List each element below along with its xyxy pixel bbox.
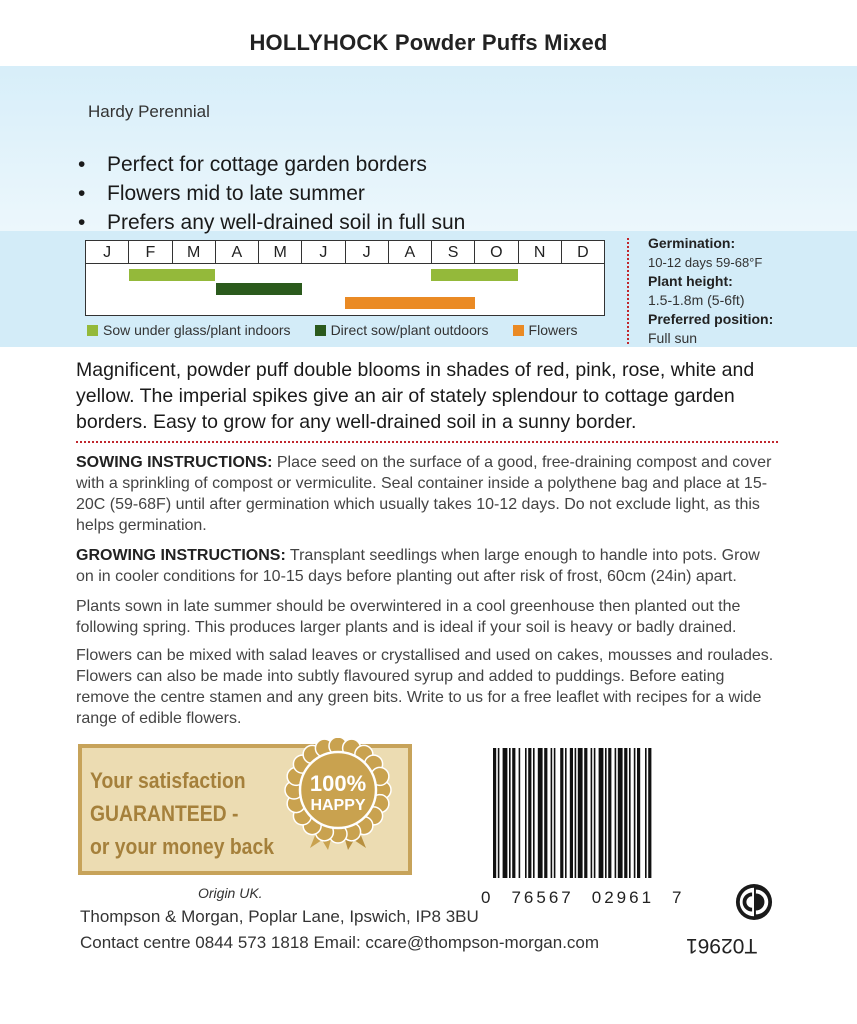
legend-swatch xyxy=(513,325,524,336)
position-label: Preferred position: xyxy=(648,311,774,327)
growing-instructions xyxy=(76,545,781,587)
product-code: T02961 xyxy=(686,934,758,957)
feature-item: • Prefers any well-drained soil in full sun xyxy=(78,208,465,237)
calendar-months xyxy=(86,241,604,264)
guarantee-line: Your satisfaction xyxy=(90,768,246,793)
legend-item xyxy=(513,322,578,338)
month-cell: J xyxy=(345,241,388,263)
barcode-digit-group: 7 xyxy=(672,888,685,907)
growing-heading: GROWING INSTRUCTIONS: xyxy=(76,547,286,564)
legend-swatch xyxy=(315,325,326,336)
month-cell: A xyxy=(215,241,258,263)
month-cell: M xyxy=(172,241,215,263)
month-cell: S xyxy=(431,241,474,263)
calendar-bar-sow_indoors xyxy=(129,269,215,281)
guarantee-text xyxy=(90,764,274,863)
month-cell: N xyxy=(518,241,561,263)
month-cell: D xyxy=(561,241,604,263)
description: Magnificent, powder puff double blooms in shades of red, pink, rose, white and yellow. The imperial spikes give an air of stately splendour to cottage garden borders. Easy to grow for any well-drained soil in a sunny border. xyxy=(76,359,755,433)
edible-paragraph: Flowers can be mixed with salad leaves or crystallised and used on cakes, mousses and roulades. Flowers can also be made into subtly flavoured syrup and added to puddings. Before eating remove the centre stamen and any green bits. Write to us for a free leaflet with recipes for a wide range of edible flowers. xyxy=(76,647,774,727)
growing-text: Transplant seedlings when large enough to handle into pots. Grow on in cooler conditions for 10-15 days before planting out after risk of frost, 60cm (24in) apart. xyxy=(76,547,760,585)
legend-swatch xyxy=(87,325,98,336)
seal-percent: 100% xyxy=(309,771,367,796)
month-cell: M xyxy=(258,241,301,263)
seal-happy: HAPPY xyxy=(310,797,366,814)
feature-list xyxy=(78,150,465,237)
barcode-digit-group: 76567 xyxy=(511,888,574,907)
barcode xyxy=(491,748,713,878)
calendar-bar-direct_sow xyxy=(216,283,302,295)
sowing-heading: SOWING INSTRUCTIONS: xyxy=(76,454,273,471)
overwinter-paragraph: Plants sown in late summer should be overwintered in a cool greenhouse then planted out the following spring. This produces larger plants and is ideal if your soil is heavy or badly drained. xyxy=(76,598,741,636)
sowing-instructions xyxy=(76,452,781,536)
month-cell: A xyxy=(388,241,431,263)
position-value: Full sun xyxy=(648,330,698,346)
month-cell: O xyxy=(474,241,517,263)
product-title: HOLLYHOCK Powder Puffs Mixed xyxy=(249,30,608,55)
origin-label: Origin UK. xyxy=(198,885,263,901)
barcode-digit-group: 0 xyxy=(481,888,494,907)
legend-label: Flowers xyxy=(528,322,578,338)
sowing-text: Place seed on the surface of a good, free-draining compost and cover with a sprinkling of compost or vermiculite. Seal container inside a polythene bag and place at 15-20C (59-68F) until after germination which usually takes 10-12 days. Do not exclude light, as this helps germination. xyxy=(76,454,772,534)
calendar-bar-sow_indoors xyxy=(431,269,517,281)
barcode-digits xyxy=(481,888,685,908)
legend-item xyxy=(87,322,291,338)
height-label: Plant height: xyxy=(648,273,733,289)
feature-item: • Perfect for cottage garden borders xyxy=(78,150,465,179)
calendar-bar-flowers xyxy=(345,297,475,309)
dotted-divider xyxy=(76,441,778,443)
dotted-divider xyxy=(627,238,629,344)
sowing-calendar xyxy=(85,240,605,316)
legend-label: Direct sow/plant outdoors xyxy=(330,322,489,338)
contact-line: Contact centre 0844 573 1818 Email: ccare@thompson-morgan.com xyxy=(80,933,600,952)
legend-item xyxy=(315,322,489,338)
guarantee-line: GUARANTEED - xyxy=(90,801,239,826)
month-cell: J xyxy=(103,244,112,261)
feature-item: • Flowers mid to late summer xyxy=(78,179,465,208)
month-cell: J xyxy=(301,241,344,263)
height-value: 1.5-1.8m (5-6ft) xyxy=(648,292,745,308)
month-cell: F xyxy=(128,241,171,263)
calendar-legend xyxy=(87,322,602,338)
guarantee-line: or your money back xyxy=(90,834,274,859)
legend-label: Sow under glass/plant indoors xyxy=(103,322,291,338)
growing-info xyxy=(648,234,773,348)
germination-value: 10-12 days 59-68°F xyxy=(648,255,763,270)
barcode-digit-group: 02961 xyxy=(591,888,655,907)
company-address: Thompson & Morgan, Poplar Lane, Ipswich, IP8 3BU xyxy=(80,907,479,926)
happy-seal-icon xyxy=(282,738,394,850)
plant-type: Hardy Perennial xyxy=(88,102,210,121)
green-dot-recycle-icon xyxy=(735,883,773,921)
germination-label: Germination: xyxy=(648,235,736,251)
